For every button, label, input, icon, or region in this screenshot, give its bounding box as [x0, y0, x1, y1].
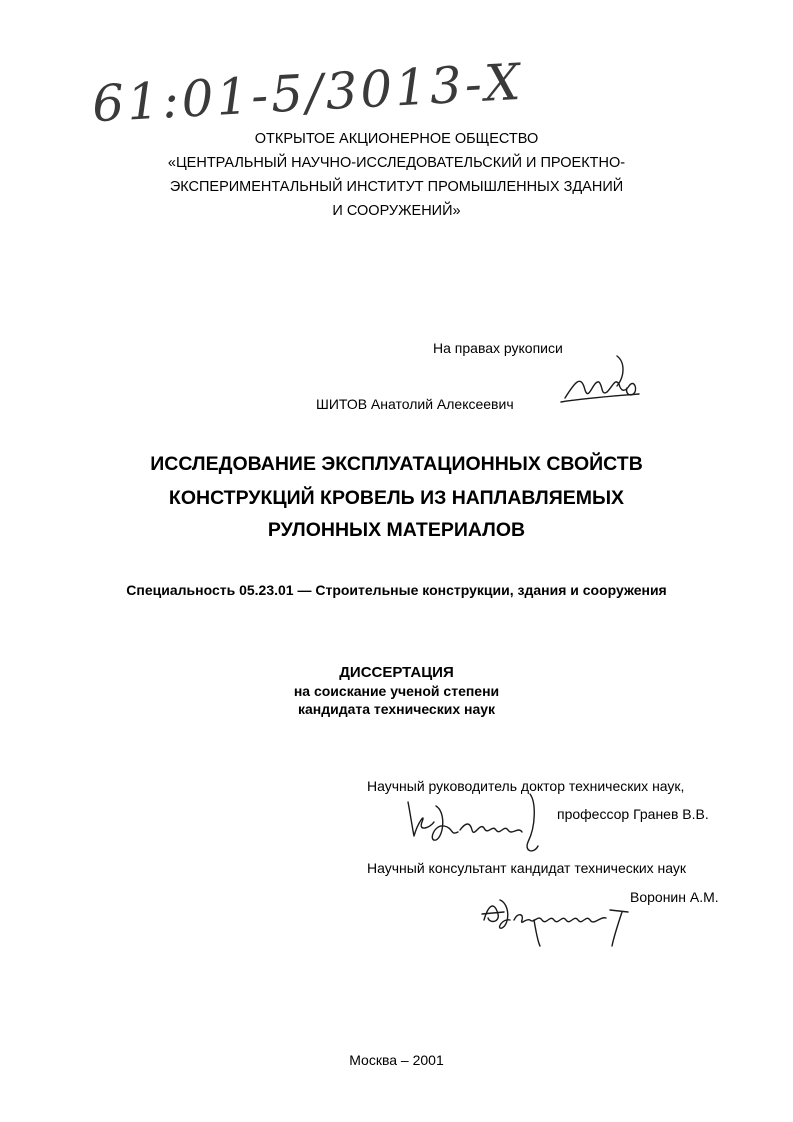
supervisor-name: профессор Гранев В.В.: [557, 806, 709, 822]
organization-line-1: ОТКРЫТОЕ АКЦИОНЕРНОЕ ОБЩЕСТВО: [254, 131, 539, 147]
organization-line-4: И СООРУЖЕНИЙ»: [332, 203, 461, 219]
dissertation-line-2: кандидата технических наук: [297, 701, 496, 717]
specialty: Специальность 05.23.01 — Строительные конструкции, здания и сооружения: [126, 582, 667, 598]
author-name: ШИТОВ Анатолий Алексеевич: [316, 396, 514, 412]
consultant-role: Научный консультант кандидат технических наук: [367, 860, 687, 876]
archive-mark: 61:01-5/3013-Х: [90, 52, 525, 134]
supervisor-signature: [400, 782, 550, 862]
organization-line-3: ЭКСПЕРИМЕНТАЛЬНЫЙ ИНСТИТУТ ПРОМЫШЛЕННЫХ ЗДАНИЙ: [169, 179, 624, 195]
organization-line-2: «ЦЕНТРАЛЬНЫЙ НАУЧНО-ИССЛЕДОВАТЕЛЬСКИЙ И ПРОЕКТНО-: [167, 155, 626, 171]
consultant-signature: [478, 880, 648, 950]
supervisor-role: Научный руководитель доктор технических наук,: [367, 778, 685, 794]
title-line-2: КОНСТРУКЦИЙ КРОВЕЛЬ ИЗ НАПЛАВЛЯЕМЫХ: [168, 487, 625, 509]
dissertation-line-1: на соискание ученой степени: [293, 683, 500, 699]
consultant-name: Воронин А.М.: [630, 889, 719, 905]
manuscript-rights: На правах рукописи: [433, 340, 563, 356]
place-year: Москва – 2001: [349, 1052, 444, 1068]
title-line-3: РУЛОННЫХ МАТЕРИАЛОВ: [267, 519, 526, 541]
title-line-1: ИССЛЕДОВАНИЕ ЭКСПЛУАТАЦИОННЫХ СВОЙСТВ: [150, 453, 643, 475]
dissertation-heading: ДИССЕРТАЦИЯ: [339, 664, 454, 681]
author-signature: [555, 352, 645, 412]
